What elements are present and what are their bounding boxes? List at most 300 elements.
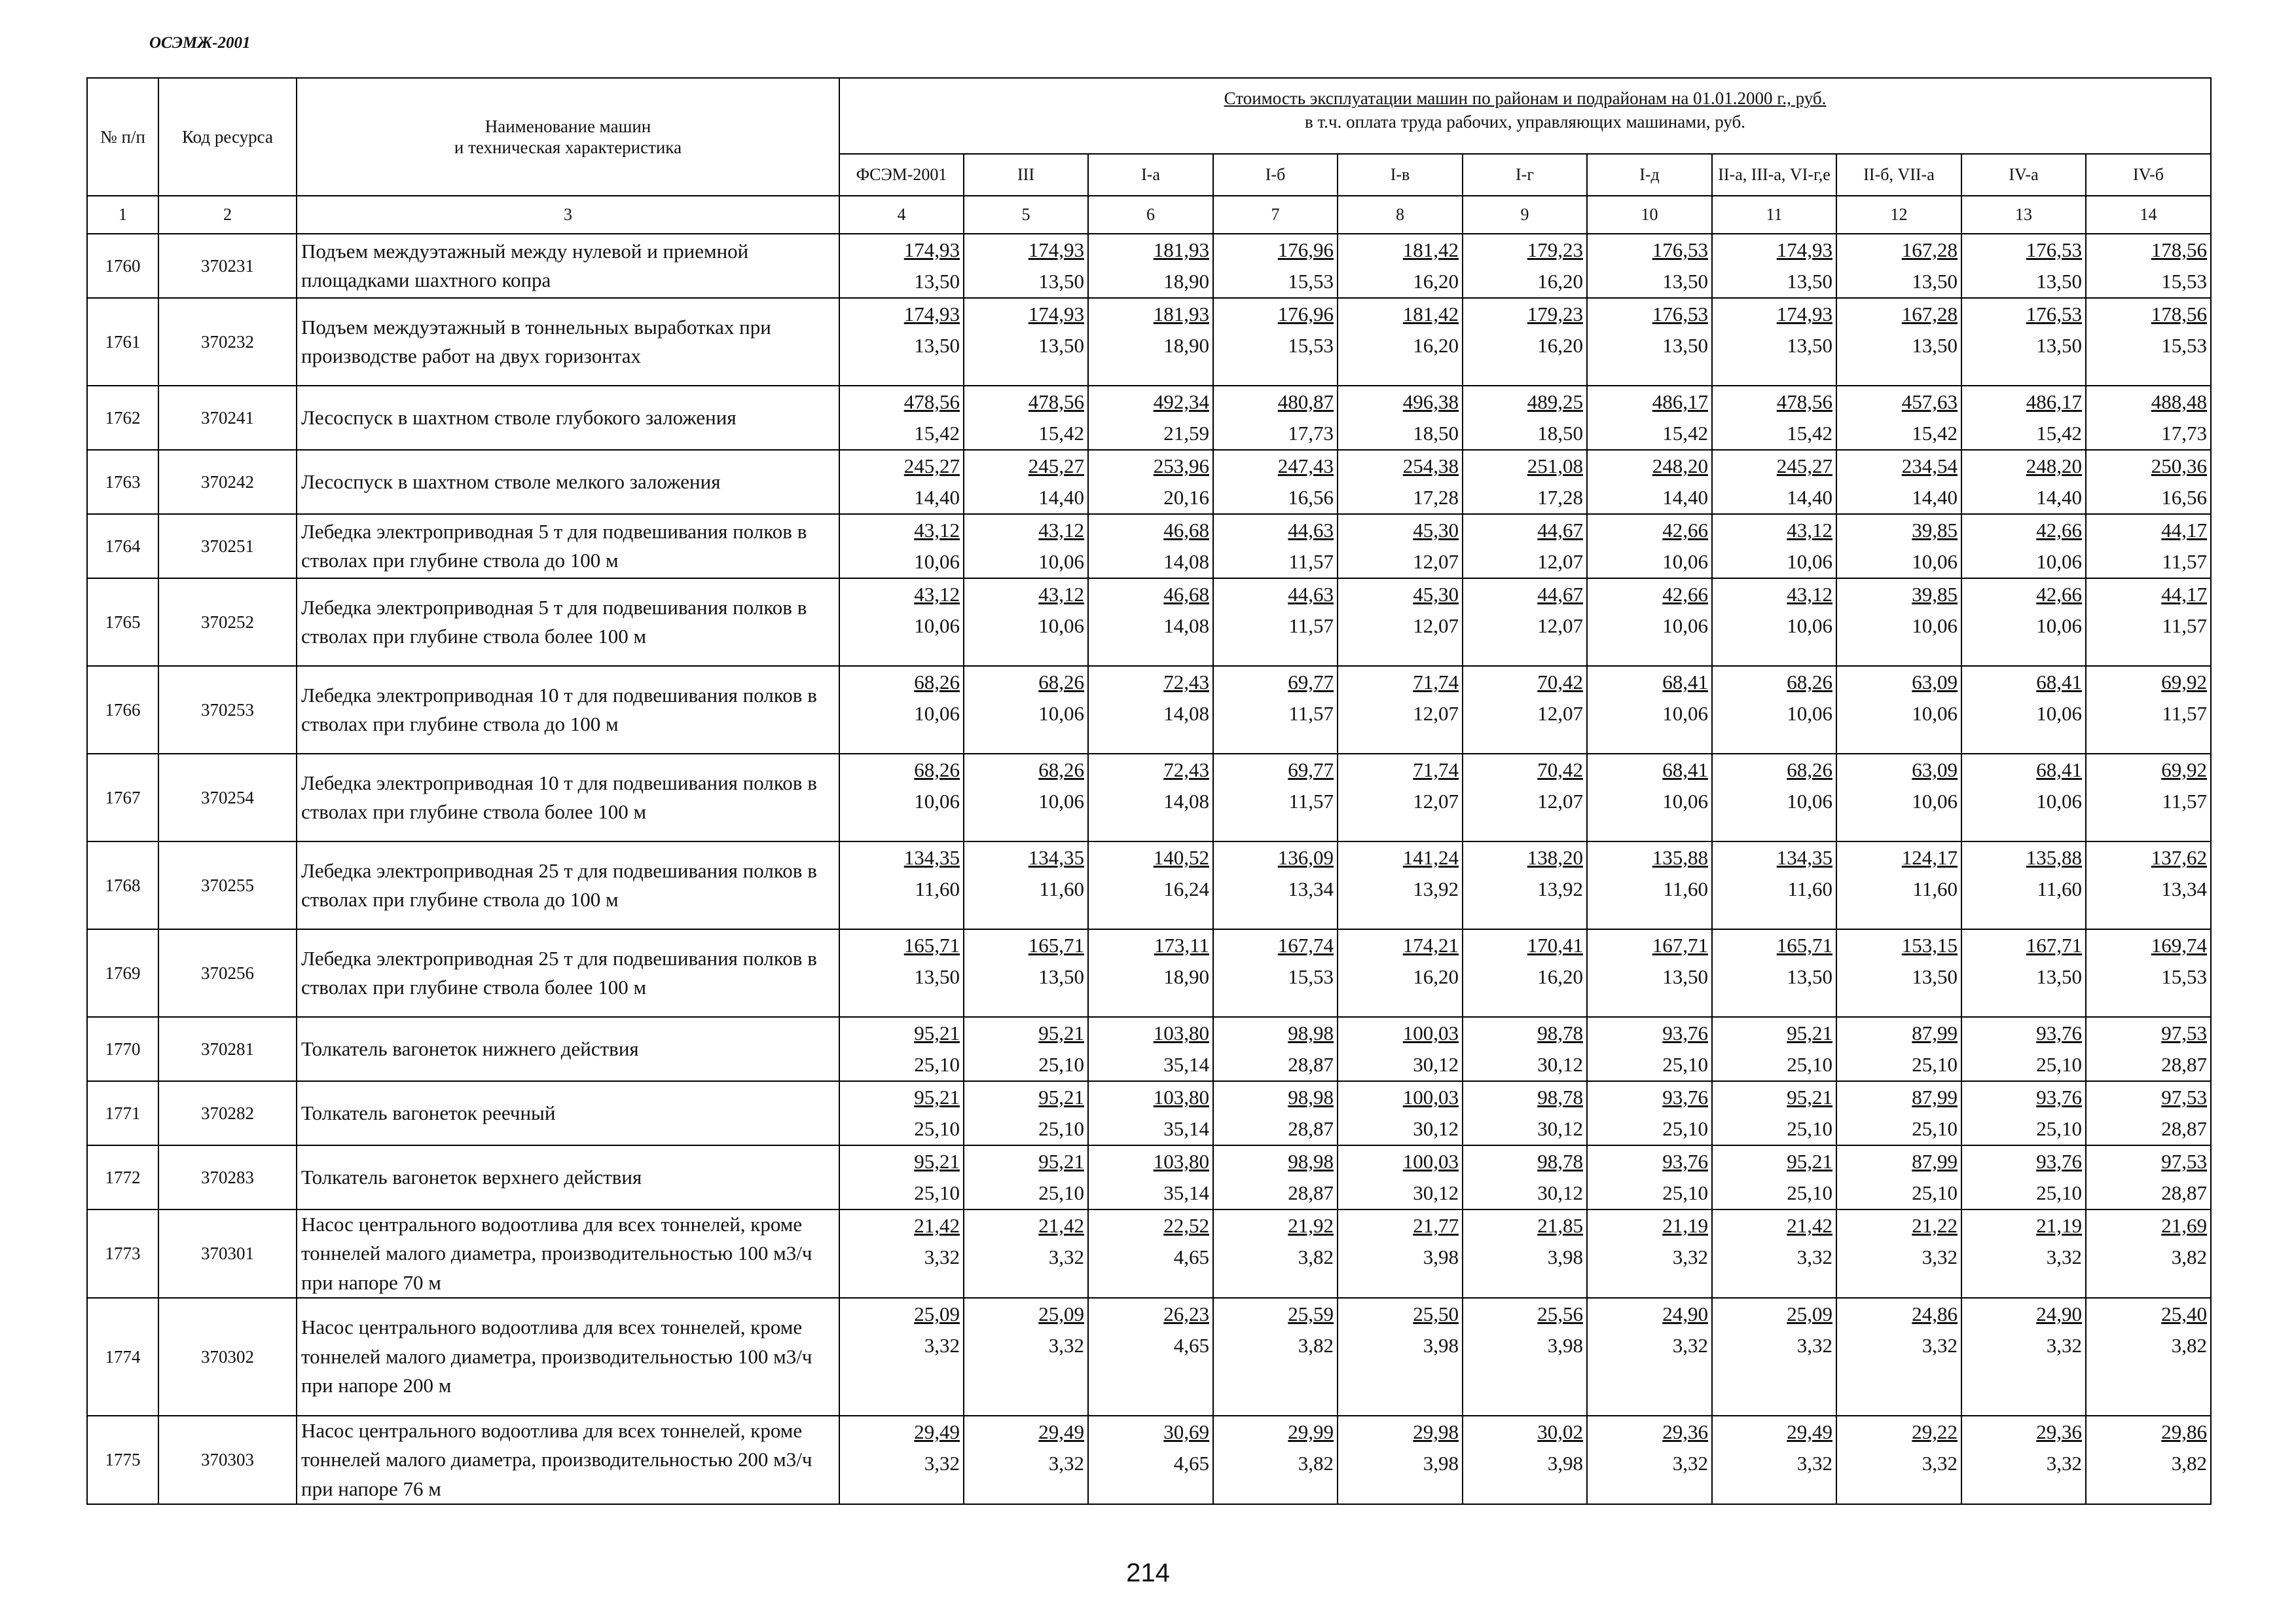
cost-cell	[1587, 234, 1712, 298]
cost-cell	[1712, 841, 1836, 929]
cost-total: 43,12	[1787, 583, 1832, 606]
cost-wages: 17,73	[1288, 422, 1334, 445]
cost-wages: 25,10	[1912, 1181, 1958, 1204]
cost-wages: 17,73	[2161, 422, 2207, 445]
resource-code: 370242	[158, 450, 297, 514]
cost-wages: 11,60	[1912, 877, 1958, 900]
cost-total: 68,26	[1038, 671, 1084, 693]
cost-wages: 13,50	[1038, 965, 1084, 988]
cost-cell	[964, 1416, 1088, 1504]
cost-total: 70,42	[1537, 758, 1583, 781]
table-row	[87, 666, 2211, 754]
cost-wages: 18,90	[1163, 270, 1209, 293]
resource-code: 370256	[158, 929, 297, 1017]
table-row	[87, 1017, 2211, 1081]
cost-total: 100,03	[1402, 1086, 1459, 1109]
cost-cell	[1587, 1298, 1712, 1416]
resource-code: 370303	[158, 1416, 297, 1504]
cost-total: 93,76	[1662, 1150, 1708, 1173]
cost-cell	[1961, 1416, 2086, 1504]
machine-name: Толкатель вагонеток верхнего действия	[297, 1145, 839, 1209]
cost-wages: 10,06	[1787, 550, 1832, 573]
cost-cell	[964, 754, 1088, 841]
cost-total-wrap	[1588, 579, 1708, 610]
cost-total-wrap	[1962, 1018, 2082, 1049]
cost-cell	[1961, 1081, 2086, 1145]
cost-total: 72,43	[1163, 671, 1209, 693]
header-column-number: 10	[1587, 196, 1712, 234]
cost-cell	[1836, 450, 1961, 514]
cost-total-wrap	[1837, 1018, 1958, 1049]
cost-cell	[1961, 841, 2086, 929]
cost-total-wrap	[1214, 754, 1334, 786]
cost-total: 98,78	[1537, 1086, 1583, 1109]
cost-total: 69,77	[1288, 671, 1334, 693]
cost-cell	[1463, 234, 1587, 298]
cost-wages: 10,06	[1662, 702, 1708, 725]
cost-total: 153,15	[1901, 934, 1958, 957]
resource-code: 370255	[158, 841, 297, 929]
machine-name: Подъем междуэтажный между нулевой и приемной площадками шахтного копра	[297, 234, 839, 298]
cost-total-wrap	[1089, 754, 1209, 786]
row-number: 1761	[87, 298, 158, 386]
header-cost-group	[839, 78, 2211, 154]
cost-total: 68,41	[2036, 758, 2082, 781]
cost-total-wrap	[1962, 451, 2082, 482]
resource-code: 370253	[158, 666, 297, 754]
resource-code: 370282	[158, 1081, 297, 1145]
cost-cell	[1088, 450, 1213, 514]
cost-total: 176,96	[1277, 303, 1334, 325]
cost-total: 29,49	[914, 1420, 960, 1443]
cost-cell	[964, 298, 1088, 386]
cost-total: 174,93	[903, 238, 960, 261]
cost-total: 21,42	[1787, 1214, 1832, 1237]
cost-cell	[1213, 386, 1338, 450]
cost-total: 87,99	[1912, 1022, 1958, 1044]
cost-wages: 3,32	[1048, 1333, 1084, 1357]
cost-cell	[1338, 1017, 1463, 1081]
cost-wages: 11,60	[2037, 877, 2082, 900]
header-region: IV-б	[2086, 154, 2211, 196]
header-column-number: 9	[1463, 196, 1587, 234]
cost-cell	[1712, 386, 1836, 450]
cost-cell	[964, 1081, 1088, 1145]
cost-cell	[1961, 1145, 2086, 1209]
cost-total: 174,93	[1028, 238, 1084, 261]
cost-total-wrap	[1214, 1146, 1334, 1177]
cost-total: 63,09	[1912, 758, 1958, 781]
cost-total-wrap	[840, 842, 960, 874]
cost-total-wrap	[1338, 451, 1459, 482]
cost-wages: 3,32	[1048, 1246, 1084, 1268]
cost-total-wrap	[1463, 667, 1583, 698]
cost-cell	[1587, 450, 1712, 514]
cost-total: 30,02	[1537, 1420, 1583, 1443]
cost-wages: 28,87	[2161, 1117, 2207, 1140]
cost-wages: 3,82	[2171, 1246, 2207, 1268]
cost-wages: 13,50	[1787, 965, 1832, 988]
cost-cell	[1463, 1416, 1587, 1504]
cost-cell	[1961, 1298, 2086, 1416]
cost-total: 68,26	[914, 671, 960, 693]
machine-name: Лебедка электроприводная 5 т для подвешивания полков в стволах при глубине ствола до 100 м	[297, 514, 839, 578]
cost-total: 136,09	[1277, 846, 1334, 869]
cost-cell	[1712, 1298, 1836, 1416]
cost-total-wrap	[2086, 1299, 2207, 1330]
cost-total-wrap	[1214, 667, 1334, 698]
cost-total: 95,21	[1787, 1086, 1832, 1109]
header-row-number: № п/п	[87, 78, 158, 196]
cost-total: 248,20	[2026, 454, 2082, 477]
cost-total-wrap	[840, 386, 960, 418]
cost-total-wrap	[1713, 234, 1832, 266]
cost-cell	[1836, 298, 1961, 386]
cost-cell	[1463, 450, 1587, 514]
cost-wages: 25,10	[1662, 1181, 1708, 1204]
cost-total: 248,20	[1652, 454, 1708, 477]
cost-wages: 25,10	[1038, 1181, 1084, 1204]
cost-total-wrap	[1588, 667, 1708, 698]
cost-wages: 13,92	[1413, 877, 1459, 900]
machine-name: Лебедка электроприводная 10 т для подвешивания полков в стволах при глубине ствола более 100 м	[297, 754, 839, 841]
cost-total: 100,03	[1402, 1150, 1459, 1173]
cost-total: 181,93	[1153, 238, 1209, 261]
cost-cell	[1213, 450, 1338, 514]
cost-total-wrap	[1962, 1146, 2082, 1177]
cost-cell	[1836, 578, 1961, 666]
cost-total-wrap	[1588, 1299, 1708, 1330]
header-column-number: 11	[1712, 196, 1836, 234]
cost-total: 69,92	[2161, 758, 2207, 781]
cost-total: 68,41	[1662, 671, 1708, 693]
cost-cell	[2086, 1298, 2211, 1416]
cost-wages: 25,10	[914, 1117, 960, 1140]
cost-total: 492,34	[1153, 390, 1209, 413]
cost-total-wrap	[964, 515, 1084, 546]
cost-cell	[1338, 1209, 1463, 1298]
header-column-number: 14	[2086, 196, 2211, 234]
cost-cell	[1961, 578, 2086, 666]
cost-total: 46,68	[1163, 583, 1209, 606]
cost-cell	[1836, 234, 1961, 298]
cost-total: 43,12	[1787, 519, 1832, 542]
cost-cell	[2086, 666, 2211, 754]
header-region: I-в	[1338, 154, 1463, 196]
cost-total: 97,53	[2161, 1086, 2207, 1109]
cost-wages: 11,57	[1288, 702, 1334, 725]
cost-total-wrap	[1837, 754, 1958, 786]
cost-wages: 13,50	[1038, 270, 1084, 293]
cost-cell	[1463, 1209, 1587, 1298]
cost-total: 25,09	[914, 1302, 960, 1325]
header-machine-name-line1: Наименование машин	[484, 116, 651, 136]
cost-wages: 10,06	[2036, 550, 2082, 573]
cost-cell	[1463, 1145, 1587, 1209]
cost-total-wrap	[1089, 1210, 1209, 1242]
cost-cell	[1587, 929, 1712, 1017]
resource-code: 370231	[158, 234, 297, 298]
cost-cell	[1338, 754, 1463, 841]
cost-total: 44,67	[1537, 519, 1583, 542]
cost-total-wrap	[2086, 1416, 2207, 1448]
table-row	[87, 754, 2211, 841]
cost-total: 176,53	[1652, 303, 1708, 325]
cost-wages: 13,50	[1912, 270, 1958, 293]
cost-wages: 12,07	[1537, 790, 1583, 813]
cost-total-wrap	[840, 515, 960, 546]
cost-total-wrap	[2086, 386, 2207, 418]
cost-wages: 3,32	[1672, 1246, 1708, 1268]
cost-wages: 21,59	[1163, 422, 1209, 445]
cost-total-wrap	[1588, 930, 1708, 961]
cost-total-wrap	[2086, 1018, 2207, 1049]
cost-total-wrap	[1588, 1210, 1708, 1242]
row-number: 1766	[87, 666, 158, 754]
cost-cell	[1088, 1209, 1213, 1298]
cost-cell	[2086, 386, 2211, 450]
cost-total: 29,98	[1413, 1420, 1459, 1443]
cost-cell	[2086, 1145, 2211, 1209]
header-column-number: 3	[297, 196, 839, 234]
cost-cell	[1088, 578, 1213, 666]
table-row	[87, 929, 2211, 1017]
cost-wages: 18,90	[1163, 334, 1209, 357]
cost-total: 42,66	[2036, 519, 2082, 542]
cost-wages: 25,10	[914, 1053, 960, 1076]
cost-cell	[2086, 841, 2211, 929]
cost-total-wrap	[1338, 234, 1459, 266]
cost-cell	[1587, 514, 1712, 578]
header-region: III	[964, 154, 1088, 196]
cost-cell	[1213, 929, 1338, 1017]
cost-total: 43,12	[914, 519, 960, 542]
cost-cell	[964, 1209, 1088, 1298]
cost-cell	[1587, 578, 1712, 666]
cost-total-wrap	[1713, 386, 1832, 418]
header-region: I-д	[1587, 154, 1712, 196]
cost-total-wrap	[840, 299, 960, 330]
cost-cell	[964, 841, 1088, 929]
cost-wages: 11,57	[2162, 790, 2207, 813]
cost-wages: 15,42	[914, 422, 960, 445]
cost-wages: 28,87	[1288, 1181, 1334, 1204]
cost-total: 181,42	[1402, 238, 1459, 261]
cost-cell	[1463, 1017, 1587, 1081]
cost-total: 478,56	[1028, 390, 1084, 413]
header-resource-code: Код ресурса	[158, 78, 297, 196]
cost-cell	[1836, 1298, 1961, 1416]
cost-wages: 10,06	[1912, 614, 1958, 637]
cost-cell	[1712, 1416, 1836, 1504]
cost-cell	[1338, 386, 1463, 450]
cost-cell	[1338, 234, 1463, 298]
cost-total: 98,98	[1288, 1022, 1334, 1044]
cost-total-wrap	[840, 754, 960, 786]
cost-wages: 3,98	[1547, 1333, 1583, 1357]
cost-total-wrap	[1588, 234, 1708, 266]
cost-total: 95,21	[914, 1022, 960, 1044]
cost-total-wrap	[964, 930, 1084, 961]
cost-cell	[1712, 929, 1836, 1017]
cost-wages: 25,10	[1662, 1053, 1708, 1076]
cost-cell	[2086, 450, 2211, 514]
cost-total: 480,87	[1277, 390, 1334, 413]
cost-wages: 16,20	[1537, 270, 1583, 293]
cost-wages: 25,10	[1787, 1181, 1832, 1204]
cost-total: 25,09	[1038, 1302, 1084, 1325]
cost-total: 103,80	[1153, 1150, 1209, 1173]
cost-cell	[1961, 754, 2086, 841]
cost-cell	[1712, 450, 1836, 514]
table-row	[87, 578, 2211, 666]
cost-total: 24,86	[1912, 1302, 1958, 1325]
cost-total: 93,76	[2036, 1086, 2082, 1109]
cost-total-wrap	[1463, 234, 1583, 266]
cost-total-wrap	[1463, 299, 1583, 330]
cost-total: 245,27	[903, 454, 960, 477]
cost-total: 95,21	[1038, 1022, 1084, 1044]
cost-cell	[1712, 1145, 1836, 1209]
cost-cell	[1712, 234, 1836, 298]
cost-total-wrap	[1837, 451, 1958, 482]
cost-cell	[1213, 1145, 1338, 1209]
table-row	[87, 1209, 2211, 1298]
cost-cell	[1836, 1145, 1961, 1209]
cost-wages: 25,10	[2036, 1181, 2082, 1204]
cost-cell	[2086, 578, 2211, 666]
cost-total: 234,54	[1901, 454, 1958, 477]
cost-total: 43,12	[914, 583, 960, 606]
cost-total-wrap	[1962, 754, 2082, 786]
cost-total-wrap	[1962, 1210, 2082, 1242]
cost-wages: 11,57	[1288, 550, 1334, 573]
table-row	[87, 298, 2211, 386]
cost-wages: 10,06	[2036, 702, 2082, 725]
cost-cell	[839, 1298, 964, 1416]
cost-total: 45,30	[1413, 583, 1459, 606]
cost-cell	[1463, 754, 1587, 841]
cost-total-wrap	[1588, 299, 1708, 330]
cost-total: 169,74	[2151, 934, 2207, 957]
cost-total: 176,53	[2026, 238, 2082, 261]
cost-wages: 13,34	[1288, 877, 1334, 900]
cost-cell	[1213, 1298, 1338, 1416]
cost-total: 95,21	[1787, 1150, 1832, 1173]
cost-cell	[1088, 234, 1213, 298]
cost-cell	[1213, 666, 1338, 754]
cost-cell	[839, 514, 964, 578]
cost-cell	[1088, 298, 1213, 386]
cost-total: 174,93	[1776, 303, 1832, 325]
cost-wages: 11,57	[2162, 550, 2207, 573]
cost-total: 134,35	[1776, 846, 1832, 869]
cost-cell	[1463, 386, 1587, 450]
cost-total-wrap	[964, 1018, 1084, 1049]
cost-total: 245,27	[1776, 454, 1832, 477]
cost-total: 174,93	[903, 303, 960, 325]
cost-cell	[964, 386, 1088, 450]
cost-wages: 25,10	[1038, 1053, 1084, 1076]
cost-wages: 13,50	[1912, 334, 1958, 357]
cost-wages: 11,60	[1663, 877, 1708, 900]
cost-wages: 14,08	[1163, 702, 1209, 725]
resource-code: 370232	[158, 298, 297, 386]
cost-total: 68,26	[1787, 671, 1832, 693]
cost-total-wrap	[840, 667, 960, 698]
cost-wages: 15,53	[2161, 965, 2207, 988]
cost-total: 176,96	[1277, 238, 1334, 261]
cost-total-wrap	[1837, 386, 1958, 418]
cost-total-wrap	[964, 1299, 1084, 1330]
cost-total: 174,21	[1402, 934, 1459, 957]
cost-total-wrap	[2086, 754, 2207, 786]
cost-wages: 10,06	[2036, 790, 2082, 813]
cost-total-wrap	[1463, 579, 1583, 610]
cost-total-wrap	[1713, 1018, 1832, 1049]
cost-total: 21,22	[1912, 1214, 1958, 1237]
cost-total-wrap	[2086, 842, 2207, 874]
header-column-number: 12	[1836, 196, 1961, 234]
machine-name: Насос центрального водоотлива для всех тоннелей, кроме тоннелей малого диаметра, производительностью 200 м3/ч при напоре 76 м	[297, 1416, 839, 1504]
cost-total-wrap	[1962, 842, 2082, 874]
cost-total-wrap	[1214, 515, 1334, 546]
cost-total: 68,26	[914, 758, 960, 781]
cost-total: 21,42	[914, 1214, 960, 1237]
cost-cell	[1213, 234, 1338, 298]
cost-wages: 17,28	[1537, 486, 1583, 509]
cost-total: 29,86	[2161, 1420, 2207, 1443]
cost-cell	[839, 1081, 964, 1145]
cost-total-wrap	[1338, 1146, 1459, 1177]
cost-total-wrap	[2086, 1210, 2207, 1242]
cost-total-wrap	[1837, 1416, 1958, 1448]
cost-total-wrap	[1463, 1210, 1583, 1242]
cost-wages: 16,56	[2161, 486, 2207, 509]
cost-wages: 10,06	[1038, 702, 1084, 725]
cost-cell	[2086, 929, 2211, 1017]
cost-wages: 10,06	[914, 790, 960, 813]
cost-cell	[1088, 1145, 1213, 1209]
cost-total: 44,17	[2161, 519, 2207, 542]
cost-cell	[1088, 1298, 1213, 1416]
cost-total-wrap	[1463, 1082, 1583, 1113]
cost-total: 21,92	[1288, 1214, 1334, 1237]
cost-total: 486,17	[2026, 390, 2082, 413]
cost-total: 457,63	[1901, 390, 1958, 413]
cost-total: 124,17	[1901, 846, 1958, 869]
cost-cell	[1587, 754, 1712, 841]
cost-cell	[1587, 1017, 1712, 1081]
cost-cell	[839, 1145, 964, 1209]
cost-total: 42,66	[1662, 583, 1708, 606]
resource-code: 370252	[158, 578, 297, 666]
cost-total: 165,71	[1028, 934, 1084, 957]
cost-cell	[2086, 1017, 2211, 1081]
cost-total-wrap	[1089, 1299, 1209, 1330]
cost-wages: 13,50	[1038, 334, 1084, 357]
cost-wages: 13,50	[914, 965, 960, 988]
cost-total: 30,69	[1163, 1420, 1209, 1443]
cost-wages: 4,65	[1173, 1333, 1209, 1357]
cost-total-wrap	[1214, 1018, 1334, 1049]
cost-cell	[839, 1416, 964, 1504]
header-cost-title: Стоимость эксплуатации машин по районам и подрайонам на 01.01.2000 г., руб.	[1224, 88, 1827, 108]
cost-wages: 13,34	[2161, 877, 2207, 900]
cost-total: 29,22	[1912, 1420, 1958, 1443]
cost-total: 93,76	[1662, 1022, 1708, 1044]
cost-total: 167,74	[1277, 934, 1334, 957]
